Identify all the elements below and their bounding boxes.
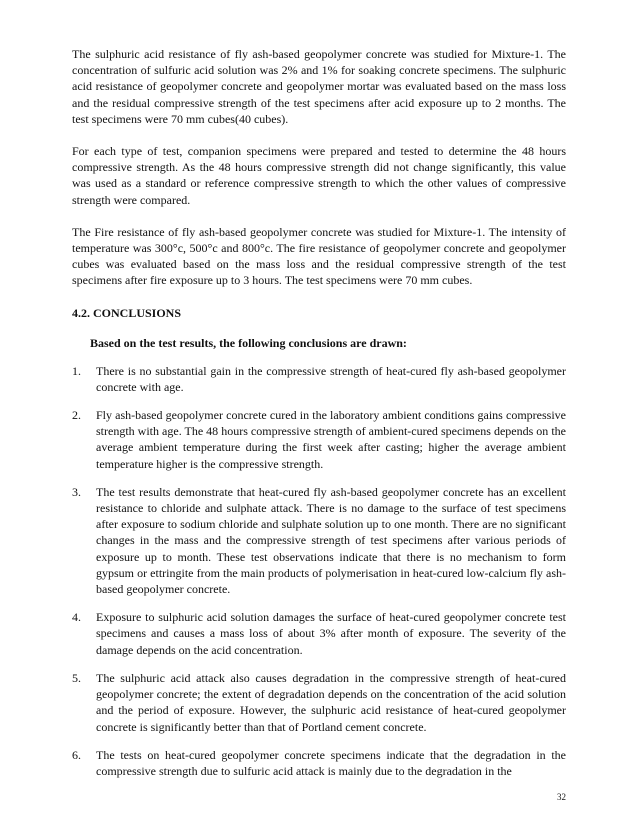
list-item-text: The test results demonstrate that heat-cured fly ash-based geopolymer concrete has an excellent resistance to chloride and sulphate attack. There is no damage to the surface of test specimens after exposure to sodium chloride and sulphate solution up to one month. There are no significant changes in the mass and the compressive strength of test specimens after various periods of exposure up to month. These test observations indicate that there is no mechanism to form gypsum or ettringite from the main products of polymerisation in heat-cured low-calcium fly ash-based geopolymer concrete. [96, 484, 566, 597]
list-item-text: The tests on heat-cured geopolymer concrete specimens indicate that the degradation in the compressive strength due to sulfuric acid attack is mainly due to the degradation in the [96, 747, 566, 778]
list-item-text: Exposure to sulphuric acid solution damages the surface of heat-cured geopolymer concrete test specimens and causes a mass loss of about 3% after month of exposure. The severity of the damage depends on the acid concentration. [96, 610, 566, 657]
list-item-text: Fly ash-based geopolymer concrete cured in the laboratory ambient conditions gains compressive strength with age. The 48 hours compressive strength of ambient-cured specimens depends on the average ambient temperature during the first week after casting; higher the average ambient temperature higher is the compressive strength. [96, 408, 566, 471]
paragraph-acid-resistance: The sulphuric acid resistance of fly ash-based geopolymer concrete was studied for Mixture-1. The concentration of sulfuric acid solution was 2% and 1% for soaking concrete specimens. The sulphuric acid resistance of geopolymer concrete and geopolymer mortar was evaluated based on the mass loss and the residual compressive strength of the test specimens after acid exposure up to 2 months. The test specimens were 70 mm cubes(40 cubes). [72, 47, 566, 126]
list-item-number: 3. [72, 484, 81, 499]
list-item [72, 363, 566, 395]
list-item [72, 747, 566, 779]
list-item-number: 2. [72, 408, 81, 423]
list-item [72, 484, 566, 597]
list-item [72, 670, 566, 735]
list-item-number: 5. [72, 670, 81, 685]
list-item-number: 6. [72, 747, 81, 762]
section-heading: 4.2. CONCLUSIONS [72, 305, 182, 320]
list-item-text: The sulphuric acid attack also causes degradation in the compressive strength of heat-cured geopolymer concrete; the extent of degradation depends on the concentration of the acid solution and the period of exposure. However, the sulphuric acid resistance of heat-cured geopolymer concrete is significantly better than that of Portland cement concrete. [96, 670, 566, 734]
paragraph-companion-specimens: For each type of test, companion specimens were prepared and tested to determine the 48 hours compressive strength. As the 48 hours compressive strength did not change significantly, this value was used as a standard or reference compressive strength to which the other values of compressive strength were compared. [72, 144, 566, 207]
paragraph-fire-resistance: The Fire resistance of fly ash-based geopolymer concrete was studied for Mixture-1. The intensity of temperature was 300°c, 500°c and 800°c. The fire resistance of geopolymer concrete and geopolymer cubes was evaluated based on the mass loss and the residual compressive strength of the test specimens after fire exposure up to 3 hours. The test specimens were 70 mm cubes. [72, 224, 566, 288]
list-item-number: 4. [72, 610, 81, 625]
document-page [72, 46, 566, 791]
page-number: 32 [557, 792, 566, 802]
list-item-text: There is no substantial gain in the compressive strength of heat-cured fly ash-based geopolymer concrete with age. [96, 363, 566, 394]
conclusions-list [72, 363, 566, 779]
list-item [72, 407, 566, 472]
section-intro: Based on the test results, the following conclusions are drawn: [90, 335, 407, 350]
list-item [72, 609, 566, 658]
list-item-number: 1. [72, 363, 81, 378]
